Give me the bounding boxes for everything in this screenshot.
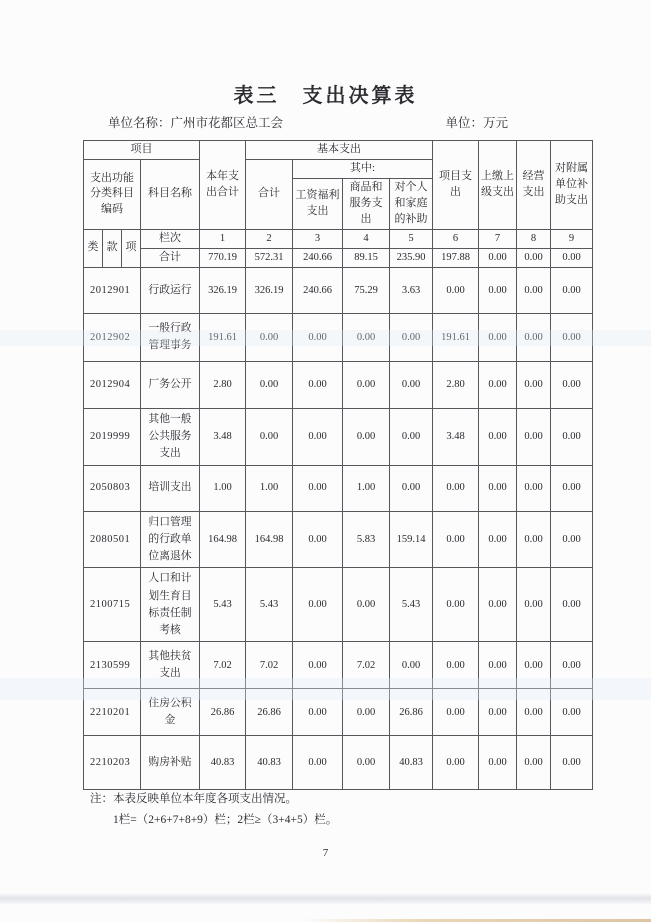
header-column-label: 栏次 (141, 229, 200, 248)
value-cell: 0.00 (479, 361, 517, 408)
column-number: 6 (433, 229, 479, 248)
value-cell: 0.00 (433, 465, 479, 511)
value-cell: 240.66 (293, 267, 343, 313)
table-row (84, 408, 593, 465)
value-cell: 3.63 (390, 267, 433, 313)
value-cell: 0.00 (293, 361, 343, 408)
subject-name: 住房公积金 (141, 689, 200, 736)
subject-name: 其他扶贫支出 (141, 642, 200, 689)
subject-code: 2012901 (84, 267, 141, 313)
value-cell: 0.00 (551, 465, 593, 511)
header-among: 其中: (293, 159, 433, 178)
header-class: 类 (84, 229, 103, 267)
value-cell: 0.00 (479, 313, 517, 361)
subject-name: 一般行政管理事务 (141, 313, 200, 361)
unit-name: 单位名称：广州市花都区总工会 (108, 116, 284, 130)
header-subject-name: 科目名称 (141, 159, 200, 229)
value-cell: 0.00 (293, 465, 343, 511)
value-cell: 2.80 (200, 361, 246, 408)
value-cell: 0.00 (551, 642, 593, 689)
subject-code: 2012904 (84, 361, 141, 408)
value-cell: 0.00 (517, 408, 551, 465)
subject-code: 2100715 (84, 568, 141, 642)
value-cell: 0.00 (551, 568, 593, 642)
value-cell: 0.00 (517, 568, 551, 642)
table-row (84, 465, 593, 511)
value-cell: 0.00 (433, 511, 479, 568)
unit-label: 单位：万元 (445, 116, 508, 130)
value-cell: 0.00 (517, 642, 551, 689)
header-project: 项目 (84, 141, 200, 160)
subject-code: 2210203 (84, 736, 141, 790)
subject-code: 2210201 (84, 689, 141, 736)
table-row (84, 267, 593, 313)
value-cell: 0.00 (433, 689, 479, 736)
value-cell: 5.43 (390, 568, 433, 642)
header-goods: 商品和服务支出 (343, 178, 390, 229)
header-operating: 经营支出 (517, 141, 551, 230)
value-cell: 3.48 (433, 408, 479, 465)
table-row (84, 568, 593, 642)
value-cell: 0.00 (479, 511, 517, 568)
subject-name: 人口和计划生育目标责任制考核 (141, 568, 200, 642)
header-basic-total: 合计 (246, 159, 293, 229)
value-cell: 1.00 (200, 465, 246, 511)
header-personal: 对个人和家庭的补助 (390, 178, 433, 229)
value-cell: 0.00 (246, 408, 293, 465)
subject-code: 2130599 (84, 642, 141, 689)
column-number: 4 (343, 229, 390, 248)
value-cell: 0.00 (293, 568, 343, 642)
value-cell: 0.00 (479, 689, 517, 736)
subject-name: 培训支出 (141, 465, 200, 511)
value-cell: 0.00 (479, 568, 517, 642)
value-cell: 2.80 (433, 361, 479, 408)
value-cell: 1.00 (343, 465, 390, 511)
total-value: 770.19 (200, 248, 246, 267)
subject-code: 2019999 (84, 408, 141, 465)
total-value: 240.66 (293, 248, 343, 267)
column-number: 9 (551, 229, 593, 248)
value-cell: 26.86 (246, 689, 293, 736)
value-cell: 0.00 (293, 313, 343, 361)
value-cell: 0.00 (433, 736, 479, 790)
value-cell: 0.00 (517, 361, 551, 408)
subject-name: 行政运行 (141, 267, 200, 313)
value-cell: 164.98 (200, 511, 246, 568)
value-cell: 0.00 (479, 736, 517, 790)
header-project-exp: 项目支出 (433, 141, 479, 230)
value-cell: 7.02 (343, 642, 390, 689)
column-number: 8 (517, 229, 551, 248)
value-cell: 0.00 (343, 313, 390, 361)
value-cell: 159.14 (390, 511, 433, 568)
subject-code: 2050803 (84, 465, 141, 511)
table-row (84, 361, 593, 408)
value-cell: 0.00 (390, 465, 433, 511)
column-number: 3 (293, 229, 343, 248)
value-cell: 0.00 (551, 267, 593, 313)
page-number: 7 (322, 847, 329, 859)
header-basic: 基本支出 (246, 141, 433, 160)
total-value: 197.88 (433, 248, 479, 267)
value-cell: 0.00 (433, 568, 479, 642)
value-cell: 0.00 (343, 408, 390, 465)
value-cell: 0.00 (551, 689, 593, 736)
header-upper: 上缴上级支出 (479, 141, 517, 230)
value-cell: 164.98 (246, 511, 293, 568)
expenditure-table (83, 140, 593, 790)
value-cell: 75.29 (343, 267, 390, 313)
value-cell: 0.00 (343, 736, 390, 790)
notes (90, 789, 337, 830)
value-cell: 0.00 (551, 361, 593, 408)
header-total-year: 本年支出合计 (200, 141, 246, 230)
table-header (84, 141, 593, 268)
value-cell: 5.83 (343, 511, 390, 568)
subject-name: 厂务公开 (141, 361, 200, 408)
value-cell: 0.00 (517, 465, 551, 511)
column-number: 2 (246, 229, 293, 248)
page-title: 表三 支出决算表 (233, 85, 418, 107)
value-cell: 0.00 (293, 408, 343, 465)
subject-code: 2080501 (84, 511, 141, 568)
header-wage: 工资福利支出 (293, 178, 343, 229)
value-cell: 40.83 (246, 736, 293, 790)
column-number: 1 (200, 229, 246, 248)
total-value: 572.31 (246, 248, 293, 267)
column-number: 7 (479, 229, 517, 248)
value-cell: 0.00 (433, 267, 479, 313)
total-value: 235.90 (390, 248, 433, 267)
table-row (84, 313, 593, 361)
value-cell: 7.02 (246, 642, 293, 689)
value-cell: 0.00 (293, 511, 343, 568)
value-cell: 0.00 (479, 465, 517, 511)
total-value: 0.00 (517, 248, 551, 267)
value-cell: 0.00 (551, 736, 593, 790)
value-cell: 326.19 (200, 267, 246, 313)
value-cell: 7.02 (200, 642, 246, 689)
value-cell: 0.00 (293, 642, 343, 689)
value-cell: 0.00 (293, 689, 343, 736)
value-cell: 40.83 (390, 736, 433, 790)
table-row (84, 511, 593, 568)
value-cell: 26.86 (390, 689, 433, 736)
value-cell: 0.00 (390, 642, 433, 689)
total-value: 89.15 (343, 248, 390, 267)
header-item: 项 (122, 229, 141, 267)
value-cell: 5.43 (200, 568, 246, 642)
subject-name: 归口管理的行政单位离退休 (141, 511, 200, 568)
value-cell: 0.00 (433, 642, 479, 689)
table-row (84, 689, 593, 736)
column-number: 5 (390, 229, 433, 248)
value-cell: 40.83 (200, 736, 246, 790)
scan-shadow-band (0, 893, 651, 905)
value-cell: 0.00 (551, 511, 593, 568)
header-section: 款 (103, 229, 122, 267)
value-cell: 0.00 (246, 313, 293, 361)
value-cell: 0.00 (517, 736, 551, 790)
value-cell: 326.19 (246, 267, 293, 313)
table-row (84, 642, 593, 689)
value-cell: 0.00 (517, 689, 551, 736)
value-cell: 0.00 (517, 267, 551, 313)
value-cell: 191.61 (433, 313, 479, 361)
note-line-1: 注：本表反映单位本年度各项支出情况。 (90, 793, 297, 805)
value-cell: 0.00 (551, 313, 593, 361)
value-cell: 0.00 (390, 408, 433, 465)
header-code: 支出功能分类科目编码 (84, 159, 141, 229)
total-value: 0.00 (551, 248, 593, 267)
note-line-2: 1栏=（2+6+7+8+9）栏；2栏≥（3+4+5）栏。 (113, 813, 338, 826)
value-cell: 0.00 (517, 511, 551, 568)
value-cell: 0.00 (551, 408, 593, 465)
value-cell: 0.00 (343, 361, 390, 408)
value-cell: 0.00 (479, 267, 517, 313)
header-affiliated: 对附属单位补助支出 (551, 141, 593, 230)
value-cell: 191.61 (200, 313, 246, 361)
table-row (84, 736, 593, 790)
value-cell: 0.00 (390, 361, 433, 408)
total-value: 0.00 (479, 248, 517, 267)
value-cell: 26.86 (200, 689, 246, 736)
totals-label: 合计 (141, 248, 200, 267)
value-cell: 0.00 (517, 313, 551, 361)
subject-name: 购房补贴 (141, 736, 200, 790)
value-cell: 0.00 (293, 736, 343, 790)
value-cell: 0.00 (343, 568, 390, 642)
value-cell: 1.00 (246, 465, 293, 511)
value-cell: 0.00 (246, 361, 293, 408)
table-body (84, 267, 593, 790)
meta-row (83, 113, 592, 131)
value-cell: 5.43 (246, 568, 293, 642)
value-cell: 0.00 (479, 408, 517, 465)
value-cell: 0.00 (390, 313, 433, 361)
subject-code: 2012902 (84, 313, 141, 361)
value-cell: 0.00 (479, 642, 517, 689)
subject-name: 其他一般公共服务支出 (141, 408, 200, 465)
value-cell: 0.00 (343, 689, 390, 736)
value-cell: 3.48 (200, 408, 246, 465)
